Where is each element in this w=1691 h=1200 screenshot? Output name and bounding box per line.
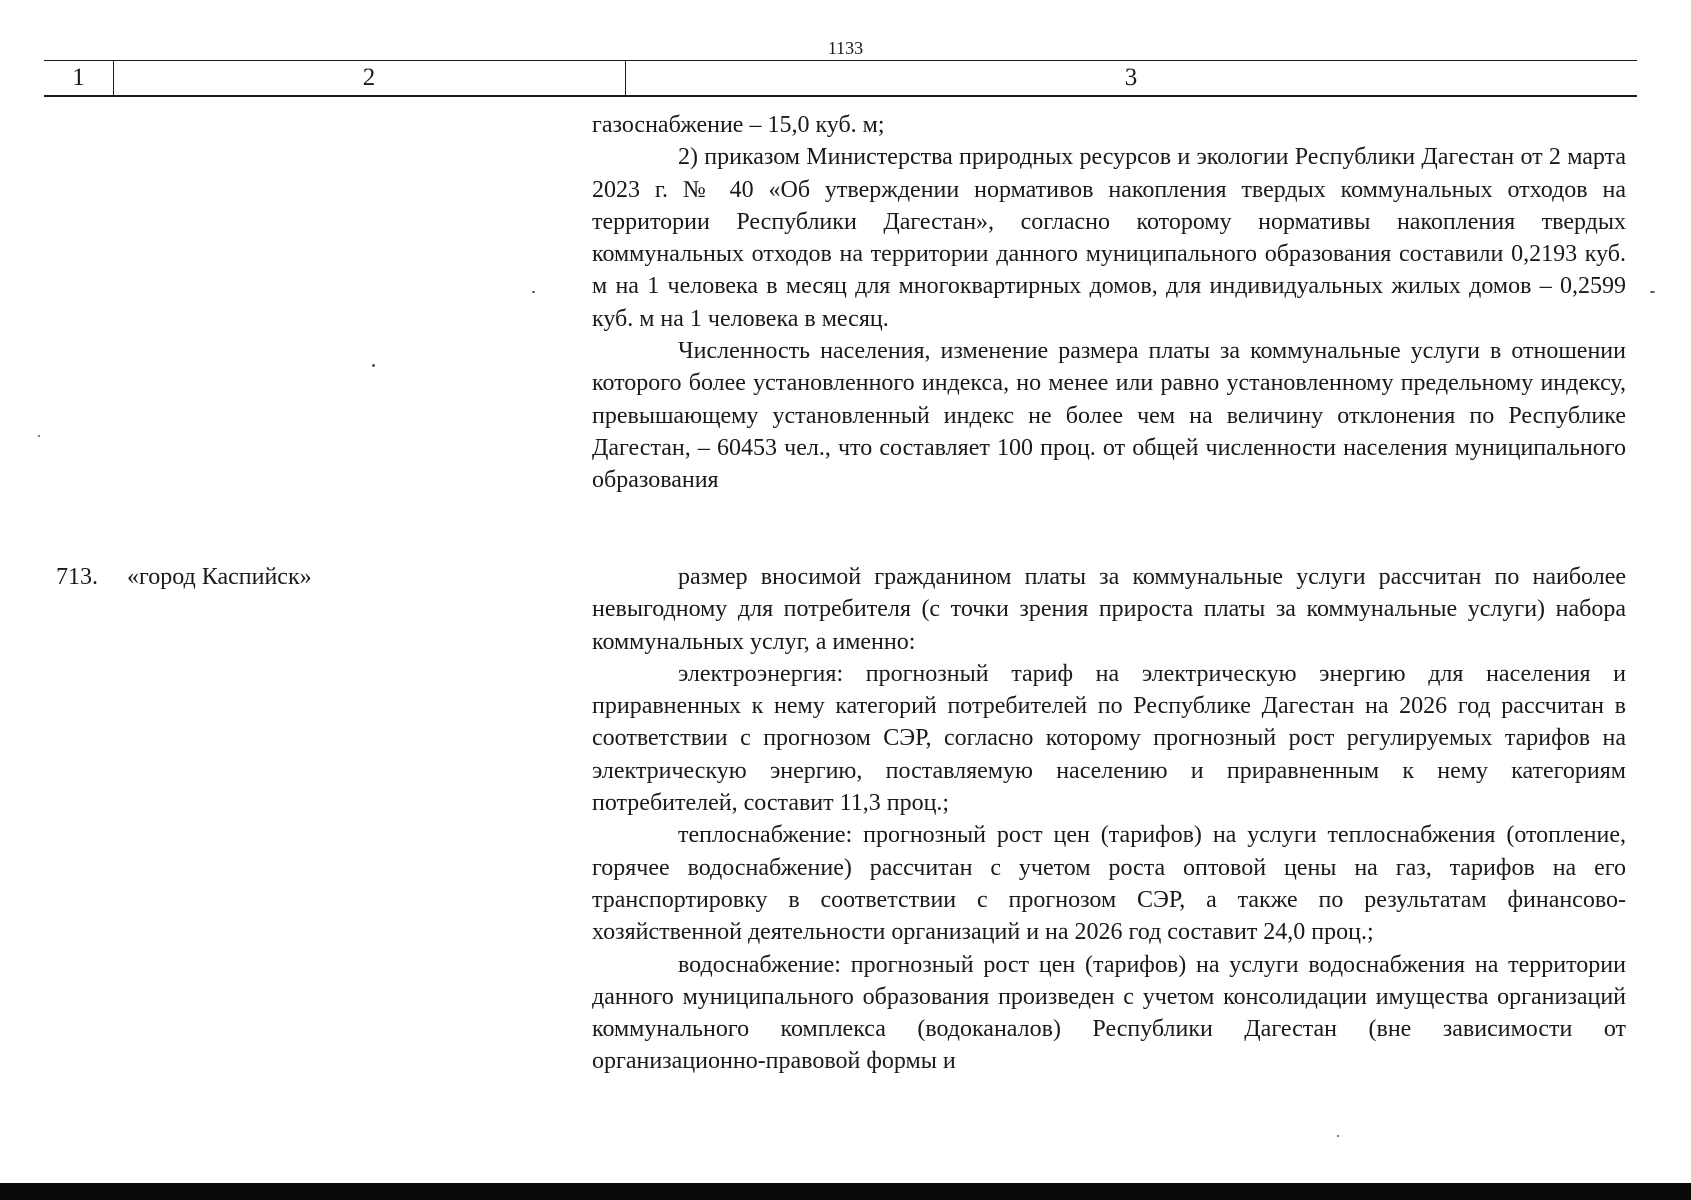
paragraph-payment-size: размер вносимой гражданином платы за коммунальные услуги рассчитан по наиболее невыгодному для потребителя (с точки зрения прироста платы за коммунальные услуги) набора коммунальных услуг, а именно:: [592, 564, 1626, 655]
scan-speck: [1650, 291, 1655, 293]
scan-bottom-edge: [0, 1183, 1691, 1200]
paragraph-heating: теплоснабжение: прогнозный рост цен (тарифов) на услуги теплоснабжения (отопление, горячее водоснабжение) рассчитан с учетом роста оптовой цены на газ, тарифов на его транспортировку в соответствии с прогнозом СЭР, а также по результатам финансово-хозяйственной деятельности организаций и на 2026 год составит 24,0 проц.;: [592, 822, 1626, 946]
paragraph-electricity: электроэнергия: прогнозный тариф на электрическую энергию для населения и приравненных к нему категорий потребителей по Республике Дагестан на 2026 год рассчитан в соответствии с прогнозом СЭР, согласно которому прогнозный рост регулируемых тарифов на электрическую энергию, поставляемую населению и приравненным к нему категориям потребителей, составит 11,3 проц.;: [592, 660, 1626, 817]
scan-speck: [1337, 1135, 1339, 1137]
continuation-text-block: [592, 109, 1626, 497]
paragraph-population: Численность населения, изменение размера платы за коммунальные услуги в отношении которого более установленного индекса, но менее или равно установленному предельному индексу, превышающему установленный индекс не более чем на величину отклонения по Республике Дагестан, – 60453 чел., что составляет 100 проц. от общей численности населения муниципального образования: [592, 338, 1626, 494]
paragraph-gas-supply: газоснабжение – 15,0 куб. м;: [592, 112, 885, 138]
paragraph-waste-order: 2) приказом Министерства природных ресурсов и экологии Республики Дагестан от 2 марта 2023 г. № 40 «Об утверждении нормативов накопления твердых коммунальных отходов на территории Республики Дагестан», согласно которому нормативы накопления твердых коммунальных отходов на территории данного муниципального образования составили 0,2193 куб. м на 1 человека в месяц для многоквартирных домов, для индивидуальных жилых домов – 0,2599 куб. м на 1 человека в месяц.: [592, 144, 1626, 332]
municipality-name: «город Каспийск»: [127, 564, 312, 590]
row-number: 713.: [56, 564, 98, 590]
header-col-3: 3: [1124, 64, 1138, 91]
page-number: 1133: [827, 38, 864, 58]
table-header: [44, 60, 1637, 97]
scan-speck: [38, 435, 40, 437]
header-col-1: 1: [44, 61, 114, 95]
header-col-2: 2: [113, 61, 626, 95]
row-713-text-block: [592, 561, 1626, 1078]
scan-speck: [532, 291, 535, 293]
paragraph-water-supply: водоснабжение: прогнозный рост цен (тарифов) на услуги водоснабжения на территории данного муниципального образования произведен с учетом консолидации имущества организаций коммунального комплекса (водоканалов) Республики Дагестан (вне зависимости от организационно-правовой формы и: [592, 951, 1626, 1075]
scan-speck: [372, 364, 375, 367]
